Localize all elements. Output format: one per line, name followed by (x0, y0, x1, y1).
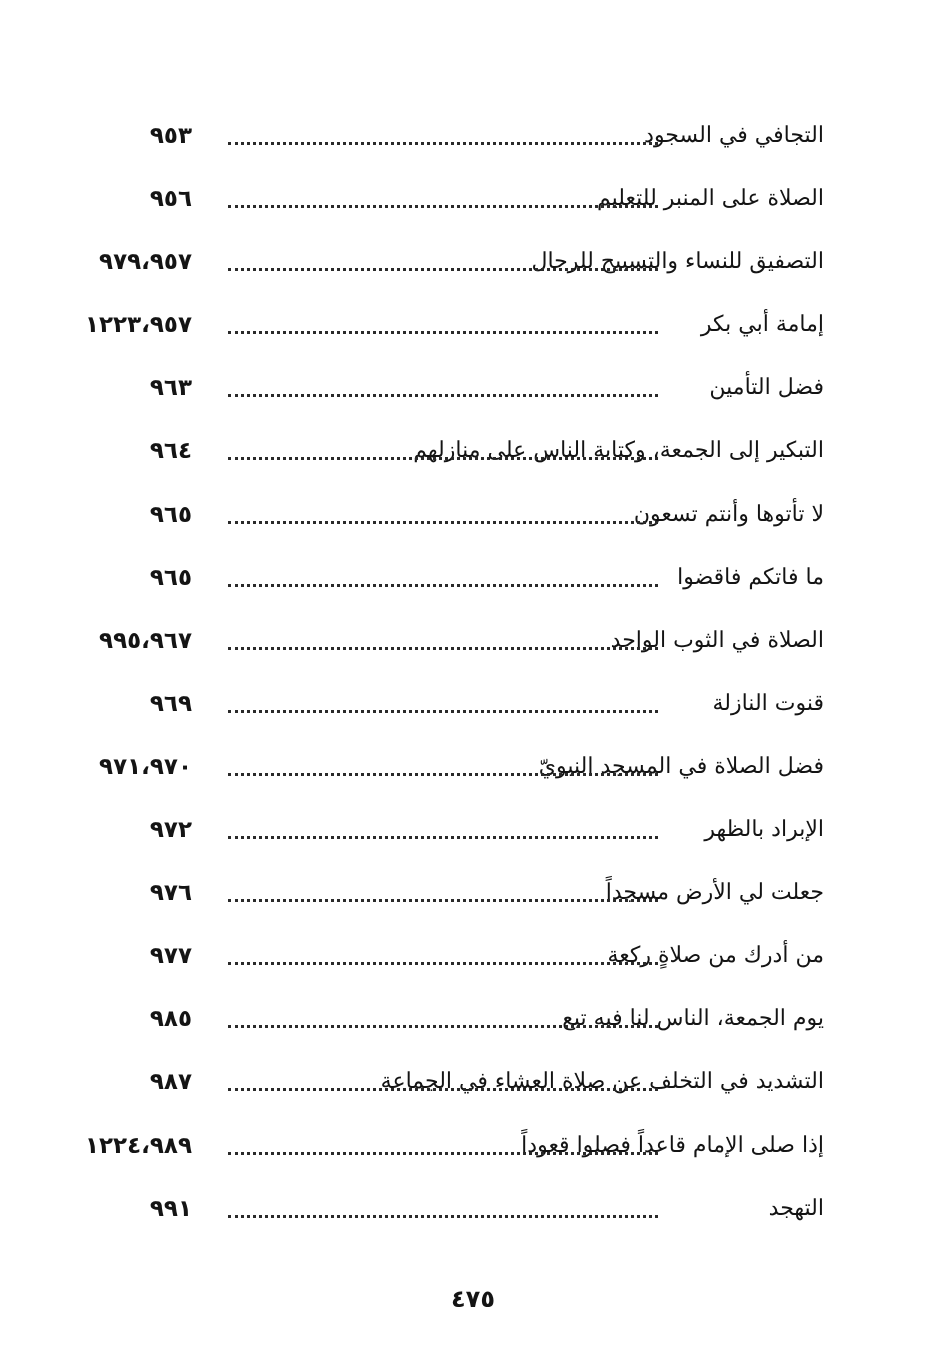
entry-page-numbers: ٩٧٧ (149, 943, 192, 970)
dot-leader (228, 1088, 658, 1091)
toc-entry (0, 989, 946, 1052)
entry-title: إذا صلى الإمام قاعداً فصلوا قعوداً (521, 1132, 824, 1158)
entry-page-numbers: ٩٧٩،٩٥٧ (99, 249, 192, 276)
toc-entry (0, 358, 946, 421)
entry-title: جعلت لي الأرض مسجداً (605, 880, 824, 906)
toc-entry (0, 232, 946, 295)
entry-page-numbers: ٩٩١ (149, 1195, 192, 1222)
entry-page-numbers: ٩٧٢ (149, 817, 192, 844)
entry-title: فضل التأمين (709, 375, 824, 401)
dot-leader (228, 1215, 658, 1218)
toc-entry (0, 1116, 946, 1179)
entry-page-numbers: ٩٧٦ (149, 880, 192, 907)
dot-leader (228, 647, 658, 650)
entry-page-numbers: ٩٩٥،٩٦٧ (99, 627, 192, 654)
dot-leader (228, 521, 658, 524)
entry-page-numbers: ٩٦٥ (149, 564, 192, 591)
entry-page-numbers: ٩٦٤ (149, 438, 192, 465)
dot-leader (228, 142, 658, 145)
toc-entry (0, 106, 946, 169)
entry-title: الصلاة في الثوب الواحد (610, 627, 824, 653)
toc-entry (0, 169, 946, 232)
entry-page-numbers: ٩٥٦ (149, 186, 192, 213)
entry-title: التصفيق للنساء والتسبيح للرجال (531, 249, 824, 275)
toc-entry (0, 421, 946, 484)
dot-leader (228, 1025, 658, 1028)
toc-entry (0, 737, 946, 800)
table-of-contents (0, 106, 946, 1242)
toc-entry (0, 548, 946, 611)
dot-leader (228, 773, 658, 776)
entry-page-numbers: ٩٦٥ (149, 501, 192, 528)
dot-leader (228, 836, 658, 839)
dot-leader (228, 457, 658, 460)
dot-leader (228, 268, 658, 271)
toc-entry (0, 800, 946, 863)
entry-title: يوم الجمعة، الناس لنا فيه تبع (562, 1006, 824, 1032)
toc-entry (0, 1179, 946, 1242)
entry-page-numbers: ٩٨٥ (149, 1006, 192, 1033)
entry-page-numbers: ٩٨٧ (149, 1069, 192, 1096)
dot-leader (228, 710, 658, 713)
entry-title: التجافي في السجود (644, 123, 824, 148)
dot-leader (228, 584, 658, 587)
toc-entry (0, 926, 946, 989)
dot-leader (228, 205, 658, 208)
entry-page-numbers: ٩٧١،٩٧٠ (99, 753, 192, 780)
entry-title: التشديد في التخلف عن صلاة العشاء في الجماعة (380, 1069, 824, 1095)
entry-title: فضل الصلاة في المسجد النبويّ (538, 753, 824, 779)
toc-entry (0, 1052, 946, 1115)
entry-page-numbers: ١٢٢٣،٩٥٧ (84, 312, 192, 339)
entry-page-numbers: ٩٦٣ (149, 375, 192, 402)
toc-entry (0, 863, 946, 926)
toc-entry (0, 611, 946, 674)
dot-leader (228, 331, 658, 334)
entry-page-numbers: ١٢٢٤،٩٨٩ (84, 1132, 192, 1159)
entry-title: الصلاة على المنبر للتعليم (596, 186, 824, 212)
entry-title: التهجد (768, 1195, 824, 1221)
toc-entry (0, 674, 946, 737)
entry-title: ما فاتكم فاقضوا (677, 564, 824, 590)
entry-title: الإبراد بالظهر (704, 817, 824, 843)
entry-title: إمامة أبي بكر (700, 312, 824, 338)
entry-title: من أدرك من صلاةٍ ركعة (607, 943, 824, 969)
toc-entry (0, 485, 946, 548)
toc-entry (0, 295, 946, 358)
dot-leader (228, 899, 658, 902)
dot-leader (228, 394, 658, 397)
entry-title: التبكير إلى الجمعة، وكتابة الناس على منازلهم (413, 438, 824, 464)
entry-title: قنوت النازلة (712, 690, 824, 716)
dot-leader (228, 1152, 658, 1155)
entry-page-numbers: ٩٦٩ (149, 690, 192, 717)
entry-title: لا تأتوها وأنتم تسعون (633, 501, 824, 527)
dot-leader (228, 962, 658, 965)
entry-page-numbers: ٩٥٣ (149, 123, 192, 149)
page-number: ٤٧٥ (451, 1285, 495, 1313)
